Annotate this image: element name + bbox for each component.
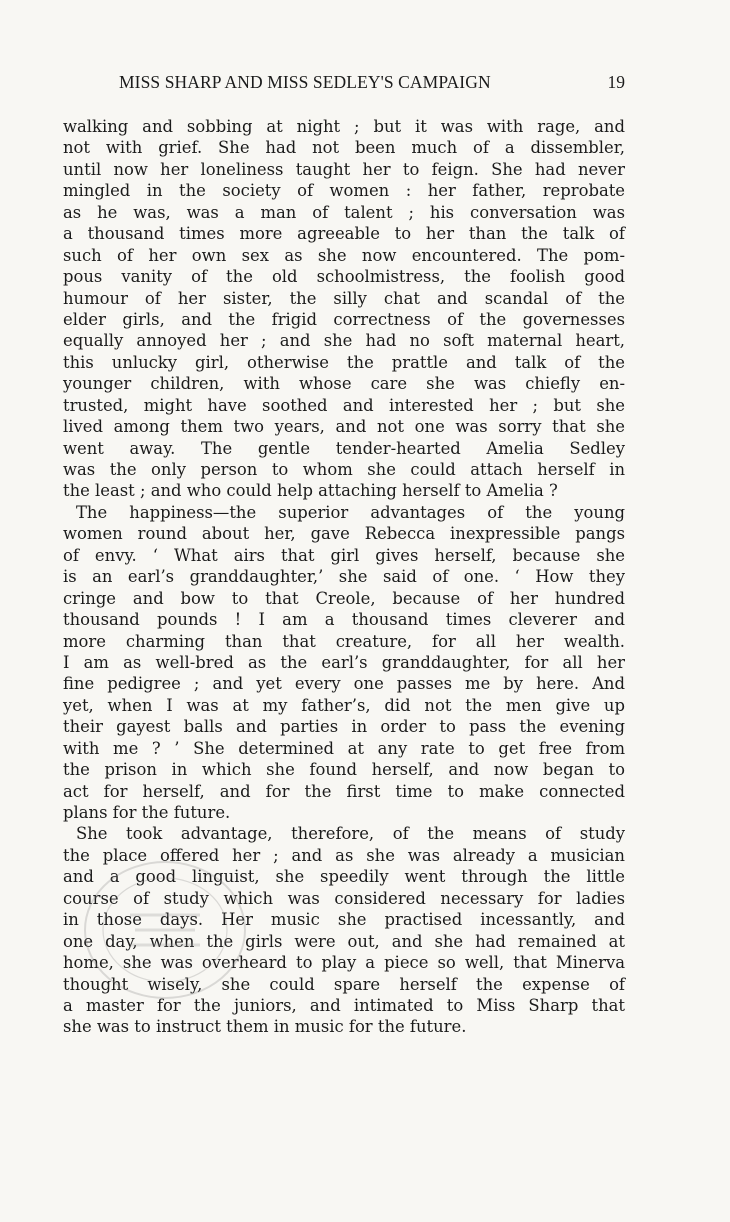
text-line: elder girls, and the frigid correctness of the governesses <box>63 309 625 329</box>
running-head <box>63 72 625 98</box>
text-line: the least ; and who could help attaching herself to Amelia ? <box>63 481 558 501</box>
text-line: more charming than that creature, for all her wealth. <box>63 631 625 651</box>
paragraph <box>63 116 625 502</box>
text-line: pous vanity of the old schoolmistress, the foolish good <box>63 267 625 287</box>
text-line: with me ? ’ She determined at any rate to get free from <box>63 738 625 758</box>
text-line: thought wisely, she could spare herself the expense of <box>63 974 625 994</box>
text-line: act for herself, and for the first time to make connected <box>63 781 625 801</box>
text-line: thousand pounds ! I am a thousand times cleverer and <box>63 610 625 630</box>
text-line: women round about her, gave Rebecca inexpressible pangs <box>63 524 625 544</box>
paragraph <box>63 823 625 1037</box>
text-line: walking and sobbing at night ; but it was with rage, and <box>63 117 625 136</box>
text-line: went away. The gentle tender-hearted Amelia Sedley <box>63 438 625 458</box>
page-number: 19 <box>607 72 625 92</box>
text-line: mingled in the society of women : her father, reprobate <box>63 181 625 201</box>
text-line: fine pedigree ; and yet every one passes me by here. And <box>63 674 625 694</box>
text-line: course of study which was considered necessary for ladies <box>63 888 625 908</box>
text-line: the prison in which she found herself, and now began to <box>63 760 625 780</box>
paragraph <box>63 502 625 824</box>
running-title: MISS SHARP AND MISS SEDLEY'S CAMPAIGN <box>119 72 491 92</box>
text-line: a master for the juniors, and intimated to Miss Sharp that <box>63 995 625 1015</box>
text-line: their gayest balls and parties in order to pass the evening <box>63 717 625 737</box>
text-line: and a good linguist, she speedily went through the little <box>63 867 625 887</box>
text-line: was the only person to whom she could attach herself in <box>63 460 625 479</box>
text-line: The happiness—the superior advantages of the young <box>76 502 625 522</box>
text-line: yet, when I was at my father’s, did not the men give up <box>63 695 625 715</box>
body-text <box>63 116 625 1038</box>
text-line: home, she was overheard to play a piece so well, that Minerva <box>63 953 625 973</box>
text-line: trusted, might have soothed and interested her ; but she <box>63 395 625 415</box>
text-line: the place offered her ; and as she was already a musician <box>63 845 625 865</box>
text-line: lived among them two years, and not one was sorry that she <box>63 417 625 437</box>
text-line: as he was, was a man of talent ; his conversation was <box>63 202 625 222</box>
text-line: not with grief. She had not been much of a dissembler, <box>63 138 625 158</box>
text-line: of envy. ‘ What airs that girl gives herself, because she <box>63 545 625 565</box>
text-line: plans for the future. <box>63 803 231 822</box>
text-line: She took advantage, therefore, of the means of study <box>76 824 625 844</box>
text-line: she was to instruct them in music for the future. <box>63 1017 467 1037</box>
text-line: such of her own sex as she now encountered. The pom- <box>63 245 625 265</box>
text-line: humour of her sister, the silly chat and scandal of the <box>63 288 625 308</box>
text-line: until now her loneliness taught her to feign. She had never <box>63 159 625 179</box>
text-line: cringe and bow to that Creole, because of her hundred <box>63 588 625 608</box>
text-line: is an earl’s granddaughter,’ she said of one. ‘ How they <box>63 567 625 587</box>
text-line: younger children, with whose care she was chiefly en- <box>63 374 625 394</box>
text-line: a thousand times more agreeable to her than the talk of <box>63 224 625 244</box>
text-line: equally annoyed her ; and she had no soft maternal heart, <box>63 331 625 351</box>
text-line: this unlucky girl, otherwise the prattle and talk of the <box>63 352 625 372</box>
text-line: in those days. Her music she practised incessantly, and <box>63 910 625 930</box>
text-line: I am as well-bred as the earl’s granddaughter, for all her <box>63 652 625 672</box>
text-line: one day, when the girls were out, and she had remained at <box>63 931 625 951</box>
